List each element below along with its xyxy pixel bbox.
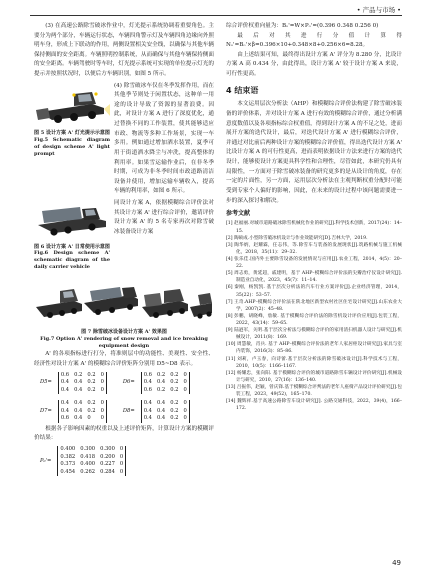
matrix-cell: 0.4 (156, 407, 166, 414)
reference-item: [8] 彭鹏，胡晓峰，詹敏. 基于模糊综合评价法的除雪机设计评价应用[J].包装工程，2022，43(14)：59–65. (226, 313, 402, 326)
matrix-cell: 0.200 (100, 453, 115, 460)
section-heading: 4 结束语 (226, 85, 259, 95)
figure-6 (34, 199, 110, 271)
figure-5-caption: 图 5 设计方案 A' 灯光提示示意图 (34, 130, 110, 137)
matrix-name: D5= (40, 379, 52, 386)
matrix-cell: 0.4 (156, 400, 166, 407)
references-list (226, 220, 402, 412)
matrix-cell: 0.4 (74, 407, 83, 414)
matrix-cell: 0 (100, 379, 104, 386)
reference-item: [14] 魏辉祥.基于高速公路除雪车设计研究[J]. 公路交通科技，2022，39(4)，166–172. (226, 399, 402, 412)
matrix-cell: 0.300 (80, 446, 96, 453)
right-column (226, 22, 402, 412)
matrix-cell: 0.2 (170, 371, 179, 378)
matrix-cell: 0.6 (143, 386, 152, 393)
paragraph: 本文运用层次分析法（AHP）和模糊综合评价法构建了除雪破冰装备的评价体系，并对设计方案 A 进行有效的模糊综合评价，通过分析满意度数值以及各项指标综合权重值，得到设计方案 A 的不足之处，进而展开方案的迭代设计，最后，对迭代设计方案 A' 进行模糊综合评价，并通过对比前后两种设计方案的模糊综合评价值，得出迭代设计方案 A' 比设计方案 A 的可行性更高，进而表明依据设计方法来进行方案的迭代设计，能够使设计方案更具科学性和合理性，尽管如此，本研究仍具有局限性，一方面对于除雪破冰装备的研究更多的是从设计的角度，存在一定的片面性，另一方面，运用层次分析法在主观判断权重分配时可能受到专家个人偏好的影响，因此，在未来的设计过程中该问题需要进一步的深入探讨和解决。 (226, 101, 402, 204)
evaluation-matrices (34, 370, 214, 425)
matrix-cell: 0.454 (60, 468, 76, 475)
matrix-cell: 0 (100, 400, 104, 407)
matrix-cell: 0.284 (100, 468, 115, 475)
matrix (40, 446, 214, 476)
matrix-cell: 0.4 (60, 400, 70, 407)
snow-vehicle-light-illustration (34, 82, 110, 126)
matrix-cell: 0.4 (143, 400, 152, 407)
reference-item: [11] 刘莉，卢玉春，向诗蕾.基于层次分析法的除雪破冰设计[J].科学技术与工程，2010，10(5)：1166–1167. (226, 356, 402, 369)
matrix-cell: 0.2 (156, 371, 166, 378)
matrix-cell: 0.418 (80, 453, 96, 460)
matrix-name: D8= (122, 408, 135, 415)
matrix-cell: 0.4 (74, 400, 83, 407)
matrix-cell: 0 (183, 386, 187, 393)
matrix-cell: 0.4 (60, 379, 70, 386)
figure-6-caption-en: Fig.6 Design scheme A' schematic diagram of the daily carrier vehicle (34, 250, 110, 270)
paragraph: 由上述结果可知，最终得出设计方案 A' 评分为 8.280 分，比设计方案 A 高 0.434 分，由此得出，设计方案 A' 较于设计方案 A 来说，可行性更高。 (226, 51, 402, 78)
matrix-cell: 0.2 (170, 407, 179, 414)
figure-7 (34, 273, 214, 350)
carrier-vehicle-illustration (34, 199, 110, 239)
paragraph: 同设计方案 A，依据模糊综合评价法对其设计方案 A' 进行综合评价，邀请评价设计方案 A' 的 5 名专家再次对除雪破冰装备设计方案 (114, 199, 214, 235)
matrix-cell: 0 (183, 407, 187, 414)
reference-item: [7] 王奇.AHP–模糊综合评价法在陕北地区新型农村社区住宅设计研究[J].山东农业大学，2007(2)：45–48. (226, 299, 402, 312)
matrix-cell: 0.2 (170, 415, 179, 422)
reference-item: [10] 周慧敏，肖兵. 基于 AHP–模糊综合评价法的老年人家居柜设计研究[J].家具与室内装饰，2016(3)：85–86. (226, 342, 402, 355)
matrix-grid (58, 372, 107, 395)
page-number: 49 (392, 559, 401, 567)
matrix (123, 372, 190, 395)
reference-item: [4] 张乐佳.国内外主要除雪设备的发展情况与应用[J].农业工程，2014，4(5)：20–22. (226, 256, 402, 270)
matrix-cell: 0.4 (143, 407, 152, 414)
paragraph: A' 的各项指标进行打分，将准则层中的功能性、美观性、安全性、经济性对设计方案 A' 的模糊综合评价矩阵分别用 D5~D8 表示。 (34, 351, 214, 368)
matrix-cell: 0 (100, 415, 104, 422)
paragraph: 最后对其进行分值计算得 Nₒ'=Bₒ'×β=0.396×10+0.348×8+0.256×6=8.28。 (226, 32, 402, 49)
reference-item: [3] 陶华炳，赵耀霖，任志伟，等.除雪车与装备的发展现状[J].筑路机械与施工机械化，2018，35(11)：29–32. (226, 242, 402, 255)
matrix-grid (141, 372, 190, 395)
reference-item: [13] 吕振伟，赵颖，曾庆锋.基于模糊综合评判法的老年人座椅产品设计评价研究[J].包装工程，2023，49(52)，165–170. (226, 384, 402, 398)
figure-7-caption-en: Fig.7 Option A' rendering of snow removal and ice breaking equipment design (40, 335, 208, 349)
matrix-cell: 0 (183, 400, 187, 407)
matrix-cell: 0.373 (60, 461, 76, 468)
matrix-cell: 0.4 (60, 386, 70, 393)
equipment-rendering-illustration (34, 273, 214, 325)
matrix-name: D6= (122, 379, 135, 386)
matrix-cell: 0 (100, 407, 104, 414)
matrix-cell: 0.2 (74, 371, 83, 378)
matrix-cell: 0.6 (60, 415, 70, 422)
matrix-grid (57, 446, 126, 476)
paragraph: (3) 在高速公路除雪破冰作业中，灯光提示系统协调着重要角色。主要分为两个部分，车辆运行状态，车辆四角警示灯及车辆四角边缘向外照明车身，形成上下联动的作用，两侧设置相关安全线，以确保与其他车辆保持侧面的安全距离。车辆照明控制系统，从而确保与其他车辆保持侧面的安全距离。车辆驾驶时等车时，灯光提示系统可实现的单位提示灯光的提示并按照状况时，以便后方车辆识别，如图 5 所示。 (34, 23, 214, 78)
matrix-cell: 0.4 (74, 415, 83, 422)
reference-item: [1] 赵福丽.对城市道路破冰除雪机械化作业的研究[J].科学技术创新，2017(24)：14–15. (226, 221, 402, 234)
matrix (40, 372, 107, 395)
matrix-cell: 0 (183, 379, 187, 386)
result-matrix (34, 446, 214, 476)
matrix-cell: 0.4 (143, 379, 152, 386)
paragraph: (4) 除雪破冰车仅在冬季发挥作用，而在其他季节则处于闲置状态，这种单一用途的设计导致了资源的显著浪费。因此，对设计方案 A 进行了深度优化，通过替换不同的工作装置，使其能够适应市政、物流等多种工作场景，实现一车多用。例如通过增加洒水装置，夏季可用于街道洒水降尘与冲洗，提高整体的利用率。如果雪运输作业后，在非冬季时期，可成为非冬季时间市政道路清洁设备并使用，增加运输车辆收入，提高车辆的利用率，如图 6 所示。 (114, 82, 214, 195)
matrix-cell: 0.6 (143, 371, 152, 378)
matrix-cell: 0.4 (143, 415, 152, 422)
matrix-cell: 0 (119, 461, 124, 468)
matrix-cell: 0.4 (74, 386, 83, 393)
paragraph: 根据各子影响因素的权重以及上述评价矩阵，计算设计方案的模糊评价结果： (34, 425, 214, 442)
matrix-cell: 0.4 (156, 415, 166, 422)
matrix-cell: 0 (119, 453, 124, 460)
figure-6-caption: 图 6 设计方案 A' 日常使用示意图 (34, 243, 110, 250)
left-column (34, 22, 214, 478)
matrix-cell: 0.300 (100, 446, 115, 453)
matrix-cell: 0.2 (156, 386, 166, 393)
figure-5-caption-en: Fig.5 Schematic diagram of design scheme A' light prompt (34, 137, 110, 157)
figure-7-caption: 图 7 除雪破冰设备设计方案 A' 效果图 (81, 329, 167, 336)
references-heading: 参考文献 (226, 210, 251, 218)
matrix-cell: 0 (183, 371, 187, 378)
matrix-cell: 0 (100, 386, 104, 393)
matrix-cell: 0.4 (156, 379, 166, 386)
matrix-cell: 0.4 (74, 379, 83, 386)
reference-item: [2] 陶硕成.小型除雪破冰机设计与作业效能研究[D].吉林大学，2019. (226, 235, 368, 241)
matrix-cell: 0.400 (60, 446, 76, 453)
matrix-cell: 0.262 (80, 468, 96, 475)
matrix-name: D7= (40, 408, 52, 415)
paragraph: 综合评价权重向量为：Bₒ'=W×Pₒ'=(0.396 0.348 0.256 0) (226, 23, 379, 29)
matrix-cell: 0.227 (100, 461, 115, 468)
matrix-cell: 0.2 (87, 379, 96, 386)
figure-5-row (34, 82, 214, 197)
matrix-cell: 0.2 (87, 400, 96, 407)
matrix-cell: 0 (119, 468, 124, 475)
matrix (123, 400, 190, 423)
matrix-grid (58, 400, 107, 423)
matrix-cell: 0.4 (60, 407, 70, 414)
reference-item: [9] 陆逊军，关明.基于层次分析法与模糊综合评价的家用清扫机器人设计与研究[J].机械设计，2011(8)：169. (226, 328, 402, 341)
matrix-cell: 0.2 (170, 386, 179, 393)
matrix-cell: 0.382 (60, 453, 76, 460)
reference-item: [5] 周志勇，黄延超，戚建明，基于 AHP–模糊综合评价法的尖瓣治疗仪设计研究[J].制造业自动化，2023，45(7)：11–14. (226, 271, 402, 284)
header-rule (30, 15, 402, 16)
matrix-cell: 0.6 (60, 371, 70, 378)
matrix-cell: 0 (87, 415, 91, 422)
matrix-cell: 0.2 (170, 379, 179, 386)
reference-item: [6] 秦刚，杨凯凯. 基于层次分析法的汽车行业方案评价[J].企业经济管理，2014，35(22)：53–57. (226, 285, 402, 298)
figure-6-row (34, 199, 214, 271)
matrix-grid (141, 400, 190, 423)
matrix-cell: 0.2 (87, 371, 96, 378)
matrix-cell: 0.2 (170, 400, 179, 407)
matrix-name: P₀'= (40, 457, 52, 464)
matrix-cell: 0 (100, 371, 104, 378)
matrix (40, 400, 107, 423)
running-header: • 产品与市场 • (356, 6, 401, 14)
figure-5 (34, 82, 110, 197)
matrix-cell: 0 (183, 415, 187, 422)
matrix-cell: 0.2 (87, 386, 96, 393)
matrix-cell: 0.2 (87, 407, 96, 414)
matrix-cell: 0.400 (80, 461, 96, 468)
reference-item: [12] 杨耀忠，张向阳. 基于模糊综合评价的城市道路除雪车辆设计评价研究[J].机械设计与研究，2010，27(16)：136–140. (226, 370, 402, 383)
matrix-cell: 0 (119, 446, 124, 453)
